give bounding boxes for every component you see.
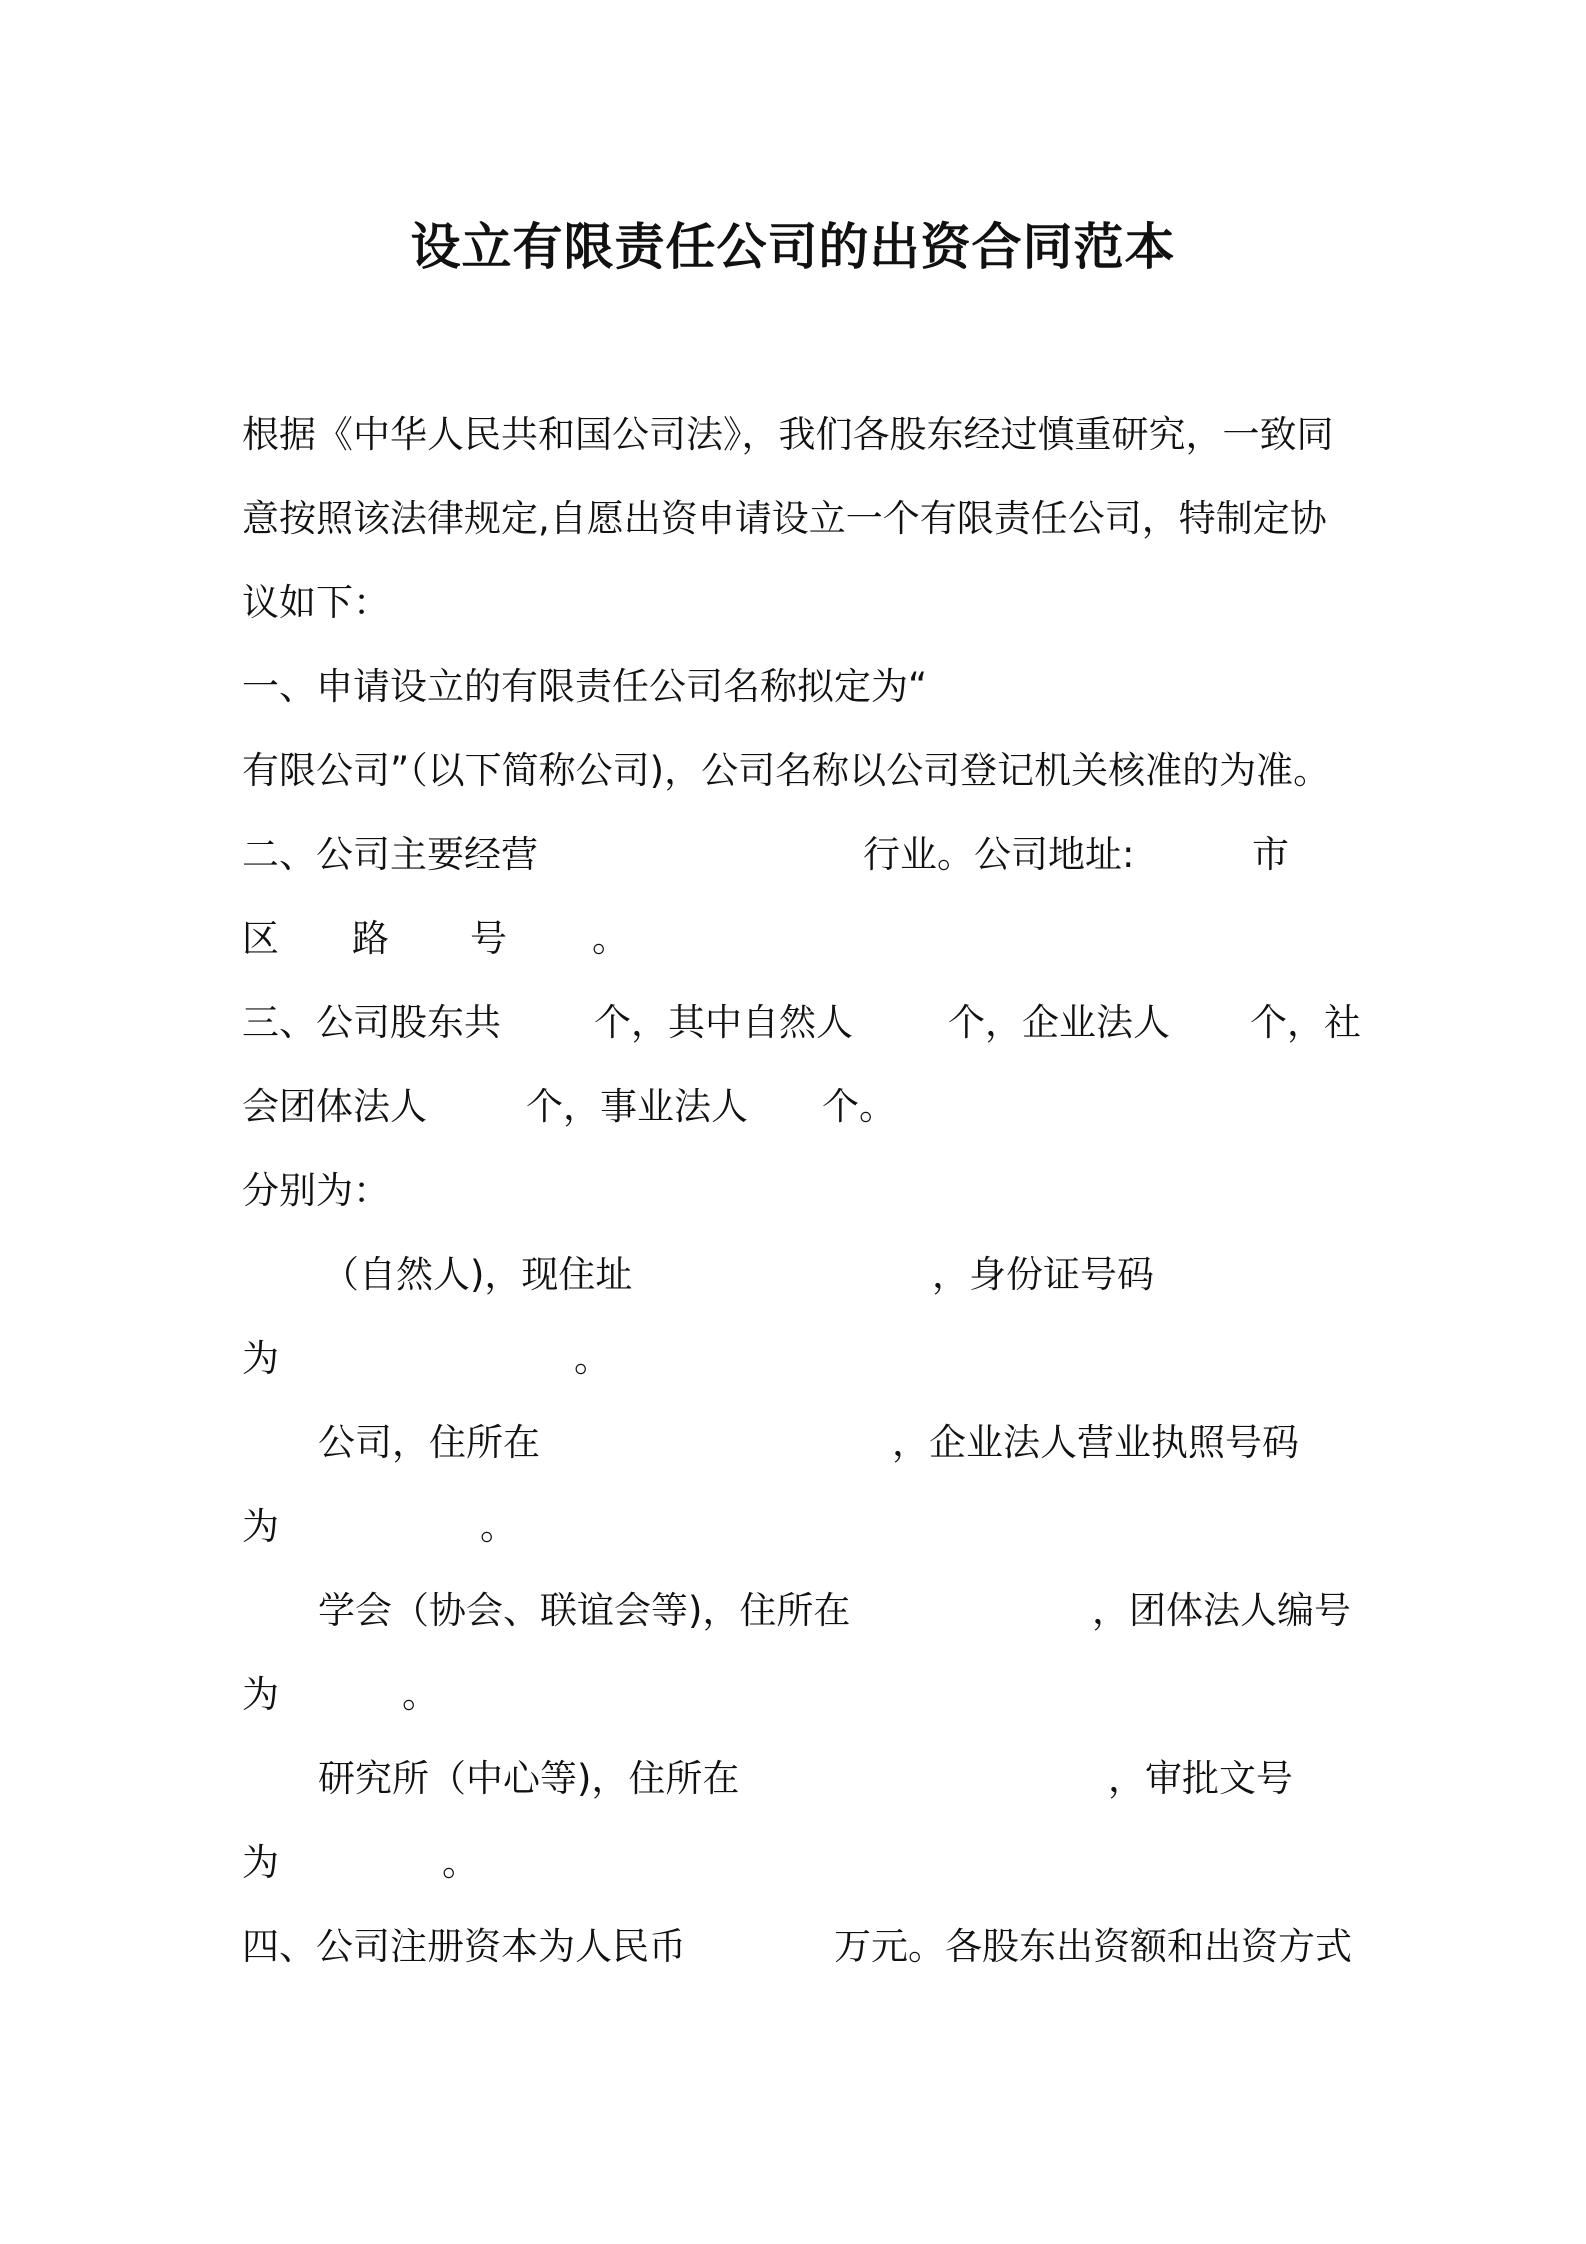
institute-residence: 研究所（中心等)，住所在 [318,1757,740,1800]
company-is: 为 [242,1505,279,1548]
clause-3-group: 会团体法人 [242,1085,427,1128]
clause-2-business: 二、公司主要经营 [242,833,538,876]
clause-2-number: 号 [470,917,507,960]
society-is: 为 [242,1673,279,1716]
clause-3-line-3: 分别为： [242,1169,390,1212]
clause-2-city: 市 [1252,833,1289,876]
company-end: 。 [480,1505,517,1548]
clause-3-line-2 [242,1065,1372,1149]
company-line-2 [242,1485,1372,1569]
institute-line-2 [242,1821,1372,1905]
natural-address: （自然人)，现住址 [322,1253,633,1296]
intro-line-1: 根据《中华人民共和国公司法》，我们各股东经过慎重研究，一致同 [242,413,1334,456]
clause-2-district: 区 [242,917,279,960]
clause-3-institution: 个，事业法人 [526,1085,748,1128]
society-number: ，团体法人编号 [1092,1589,1351,1632]
clause-2-line-2 [242,897,1372,981]
institute-line-1 [242,1737,1372,1821]
clause-4-capital: 四、公司注册资本为人民币 [242,1925,686,1968]
clause-4-contribution: 万元。各股东出资额和出资方式 [834,1925,1352,1968]
natural-is: 为 [242,1337,279,1380]
institute-is: 为 [242,1841,279,1884]
natural-id: ，身份证号码 [932,1253,1154,1296]
clause-3-social: 个，社 [1250,1001,1361,1044]
natural-line-2 [242,1317,1372,1401]
natural-line-1 [242,1233,1372,1317]
clause-3-total: 三、公司股东共 [242,1001,501,1044]
clause-2-road: 路 [352,917,389,960]
society-end: 。 [402,1673,439,1716]
clause-3-end: 个。 [822,1085,896,1128]
clause-3-enterprise: 个，企业法人 [948,1001,1170,1044]
intro-line-2: 意按照该法律规定,自愿出资申请设立一个有限责任公司，特制定协 [242,497,1327,540]
institute-end: 。 [442,1841,479,1884]
clause-2-address-label: 行业。公司地址: [863,833,1135,876]
society-line-2 [242,1653,1372,1737]
clause-3-natural: 个，其中自然人 [594,1001,853,1044]
society-residence: 学会（协会、联谊会等)，住所在 [318,1589,851,1632]
document-title: 设立有限责任公司的出资合同范本 [410,218,1176,276]
clause-3-line-1 [242,981,1372,1065]
clause-1-line-1: 一、申请设立的有限责任公司名称拟定为“ [242,665,928,708]
company-license: ，企业法人营业执照号码 [892,1421,1299,1464]
intro-line-3: 议如下： [242,581,390,624]
clause-1-line-2: 有限公司”（以下简称公司)，公司名称以公司登记机关核准的为准。 [242,749,1331,792]
society-line-1 [242,1569,1372,1653]
institute-approval: ，审批文号 [1108,1757,1293,1800]
clause-2-end: 。 [592,917,629,960]
clause-2-line-1 [242,813,1372,897]
company-line-1 [242,1401,1372,1485]
company-residence: 公司，住所在 [318,1421,540,1464]
natural-end: 。 [574,1337,611,1380]
clause-4-line-1 [242,1905,1372,1989]
